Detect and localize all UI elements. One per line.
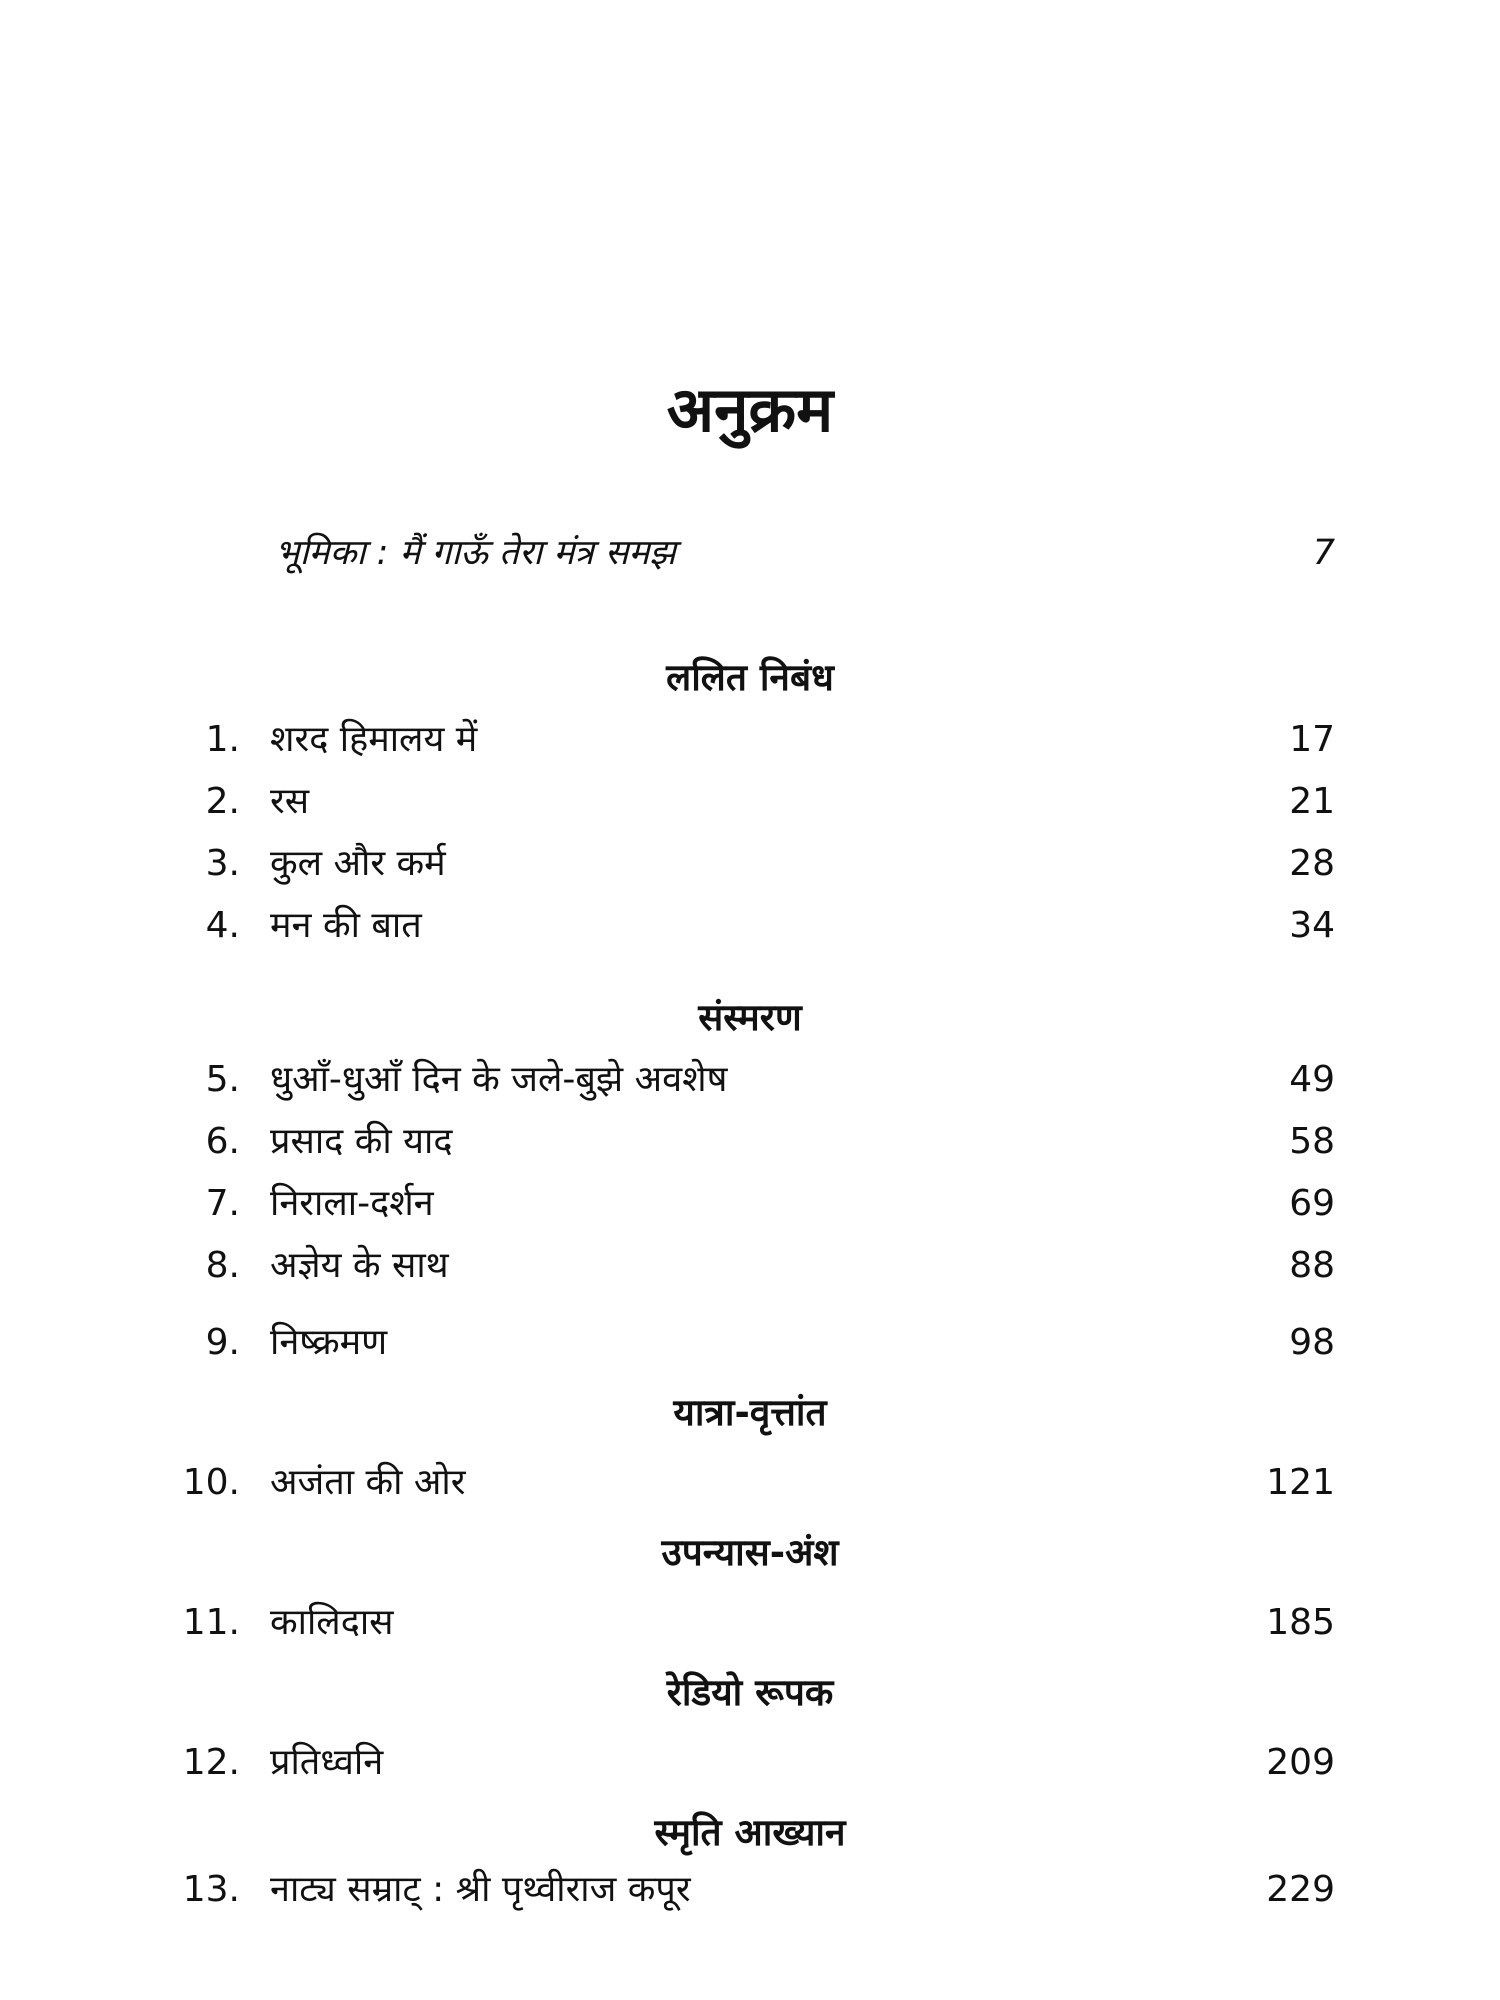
entry-number: 10. xyxy=(182,1462,240,1503)
toc-entry-13[interactable] xyxy=(0,1862,1500,1918)
entry-number: 8. xyxy=(205,1245,240,1286)
page-title: अनुक्रम xyxy=(666,373,834,446)
entry-number: 4. xyxy=(205,905,240,946)
entry-page-number: 209 xyxy=(1266,1742,1335,1783)
entry-title: कुल और कर्म xyxy=(270,843,446,884)
section-heading-lalit-nibandh: ललित निबंध xyxy=(666,656,834,699)
section-heading-upanyas-ansh: उपन्यास-अंश xyxy=(661,1531,839,1574)
toc-entry-12[interactable] xyxy=(0,1735,1500,1791)
preface-page-number: 7 xyxy=(1312,533,1335,573)
preface-entry[interactable] xyxy=(275,525,1335,581)
entry-page-number: 28 xyxy=(1289,843,1335,884)
toc-entry-9[interactable] xyxy=(0,1315,1500,1371)
toc-entry-10[interactable] xyxy=(0,1455,1500,1511)
toc-entry-2[interactable] xyxy=(0,774,1500,830)
section-heading-radio-roopak: रेडियो रूपक xyxy=(666,1671,834,1714)
section-heading-sansmaran: संस्मरण xyxy=(698,996,802,1039)
entry-title: नाट्य सम्राट् : श्री पृथ्वीराज कपूर xyxy=(270,1869,691,1910)
entry-number: 2. xyxy=(205,781,240,822)
entry-number: 12. xyxy=(182,1742,240,1783)
toc-entry-5[interactable] xyxy=(0,1052,1500,1108)
toc-entry-3[interactable] xyxy=(0,836,1500,892)
entry-number: 7. xyxy=(205,1183,240,1224)
entry-page-number: 69 xyxy=(1289,1183,1335,1224)
entry-page-number: 185 xyxy=(1266,1602,1335,1643)
entry-title: रस xyxy=(270,781,310,822)
entry-page-number: 21 xyxy=(1289,781,1335,822)
entry-title: निष्क्रमण xyxy=(270,1322,388,1363)
section-heading-smriti-aakhyan: स्मृति आख्यान xyxy=(654,1811,846,1854)
entry-page-number: 88 xyxy=(1289,1245,1335,1286)
entry-page-number: 17 xyxy=(1289,719,1335,760)
toc-entry-7[interactable] xyxy=(0,1176,1500,1232)
toc-entry-6[interactable] xyxy=(0,1114,1500,1170)
entry-page-number: 58 xyxy=(1289,1121,1335,1162)
entry-number: 13. xyxy=(182,1869,240,1910)
entry-page-number: 229 xyxy=(1266,1869,1335,1910)
toc-entry-8[interactable] xyxy=(0,1238,1500,1294)
entry-title: अज्ञेय के साथ xyxy=(270,1245,449,1286)
entry-title: कालिदास xyxy=(270,1602,394,1643)
entry-page-number: 34 xyxy=(1289,905,1335,946)
entry-title: प्रसाद की याद xyxy=(270,1121,453,1162)
toc-entry-1[interactable] xyxy=(0,712,1500,768)
entry-number: 1. xyxy=(205,719,240,760)
preface-title: भूमिका : मैं गाऊँ तेरा मंत्र समझ xyxy=(275,533,676,573)
toc-entry-11[interactable] xyxy=(0,1595,1500,1651)
entry-title: धुआँ-धुआँ दिन के जले-बुझे अवशेष xyxy=(270,1059,728,1100)
entry-number: 3. xyxy=(205,843,240,884)
entry-title: शरद हिमालय में xyxy=(270,719,478,760)
toc-entry-4[interactable] xyxy=(0,898,1500,954)
entry-number: 5. xyxy=(205,1059,240,1100)
entry-number: 11. xyxy=(182,1602,240,1643)
entry-number: 9. xyxy=(205,1322,240,1363)
entry-number: 6. xyxy=(205,1121,240,1162)
entry-title: निराला-दर्शन xyxy=(270,1183,434,1224)
entry-title: प्रतिध्वनि xyxy=(270,1742,384,1783)
entry-title: मन की बात xyxy=(270,905,422,946)
entry-page-number: 121 xyxy=(1266,1462,1335,1503)
entry-title: अजंता की ओर xyxy=(270,1462,466,1503)
section-heading-yatra-vrittant: यात्रा-वृत्तांत xyxy=(673,1391,827,1434)
entry-page-number: 98 xyxy=(1289,1322,1335,1363)
entry-page-number: 49 xyxy=(1289,1059,1335,1100)
